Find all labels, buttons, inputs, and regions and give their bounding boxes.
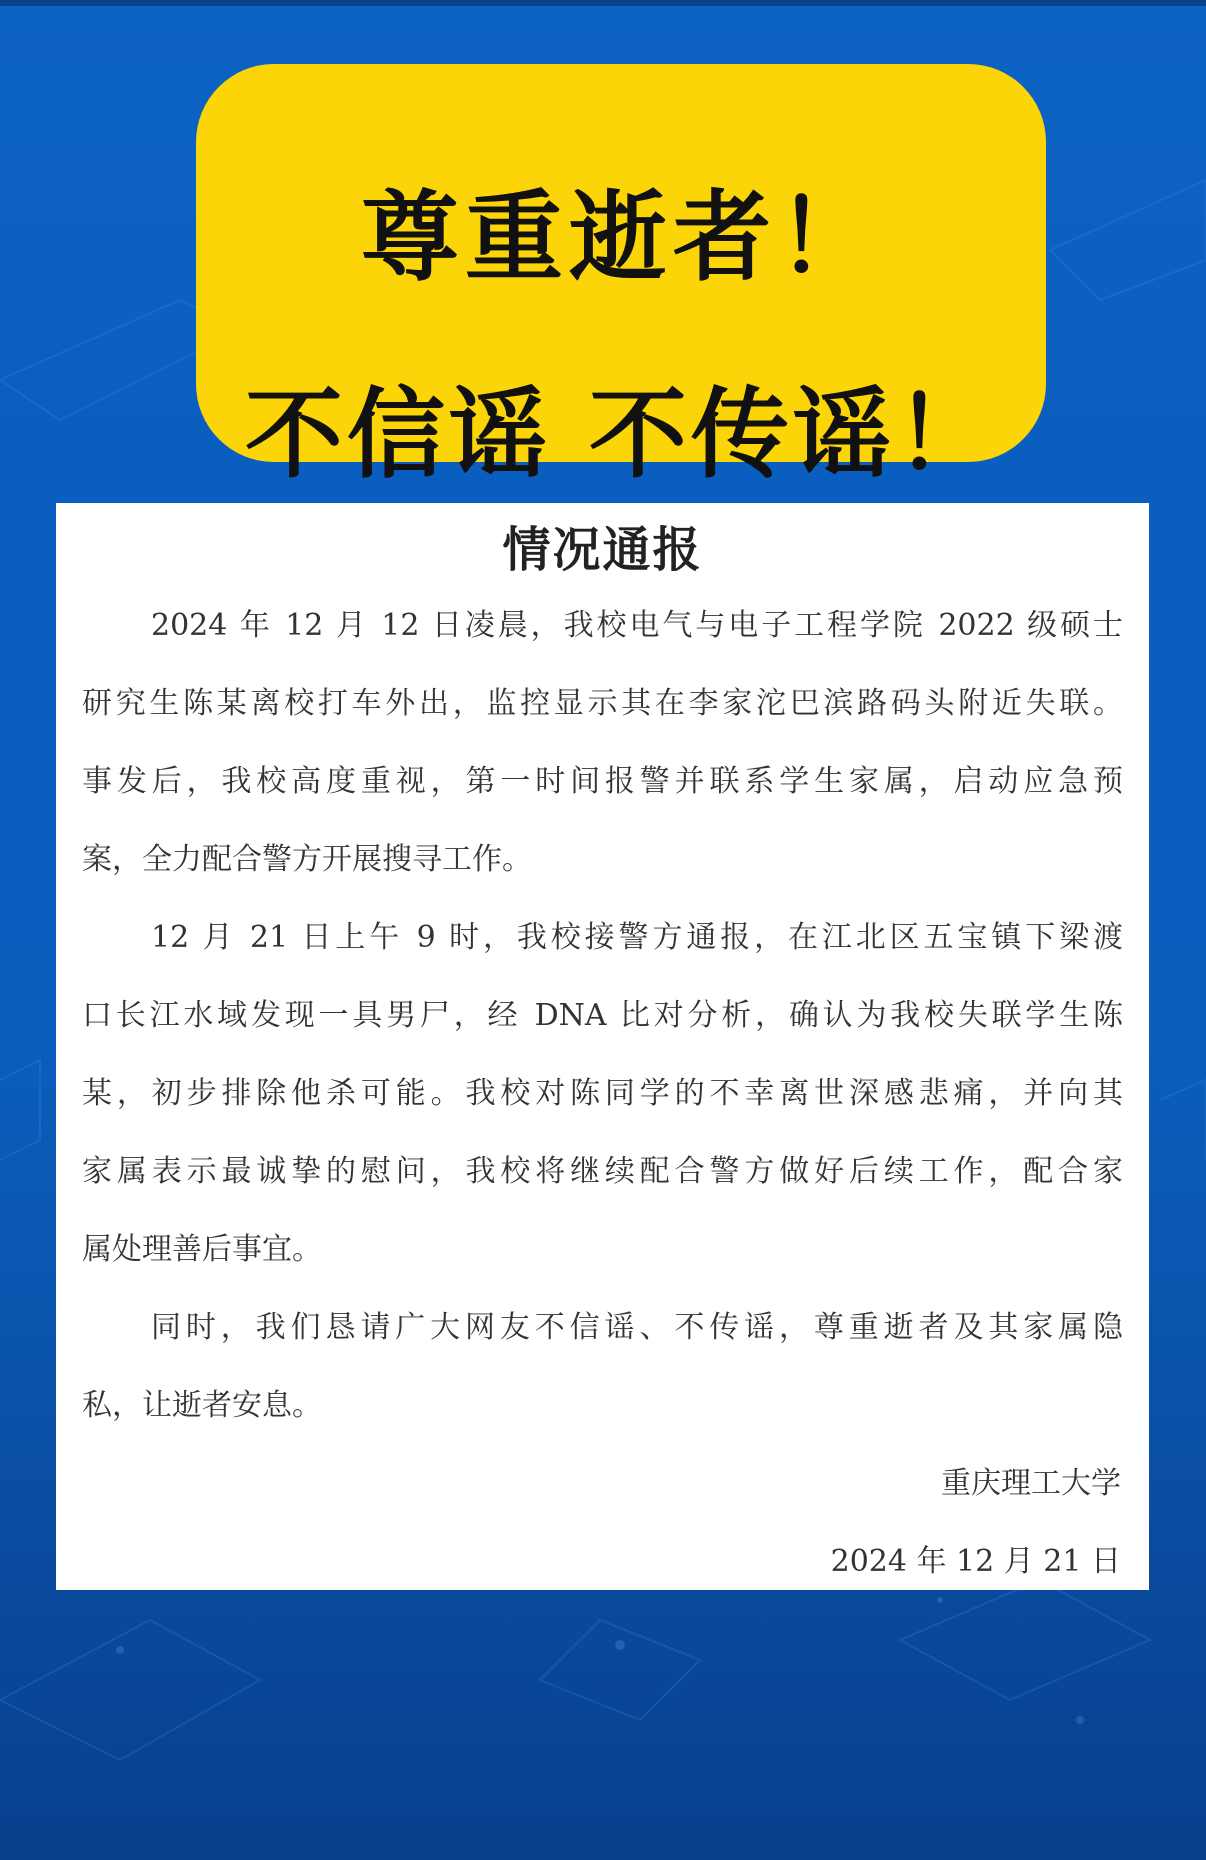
- banner-headline-no-rumors: 不信谣 不传谣！: [244, 378, 998, 492]
- notice-signature: 重庆理工大学: [941, 1466, 1121, 1501]
- notice-title: 情况通报: [502, 522, 703, 578]
- notice-text-line: 12 月 21 日上午 9 时，我校接警方通报，在江北区五宝镇下梁渡: [151, 920, 1123, 955]
- notice-text-line: 同时，我们恳请广大网友不信谣、不传谣，尊重逝者及其家属隐: [151, 1310, 1123, 1345]
- notice-text-line: 口长江水域发现一具男尸，经 DNA 比对分析，确认为我校失联学生陈: [82, 998, 1123, 1033]
- headline-banner: [196, 64, 1046, 492]
- notice-text-line: 研究生陈某离校打车外出，监控显示其在李家沱巴滨路码头附近失联。: [82, 686, 1123, 721]
- notice-text-line: 某，初步排除他杀可能。我校对陈同学的不幸离世深感悲痛，并向其: [82, 1076, 1123, 1111]
- notice-text-line: 属处理善后事宜。: [82, 1232, 322, 1267]
- notice-text-line: 家属表示最诚挚的慰问，我校将继续配合警方做好后续工作，配合家: [82, 1154, 1123, 1189]
- banner-headline-respect: 尊重逝者！: [360, 181, 881, 295]
- notice-text-line: 案，全力配合警方开展搜寻工作。: [82, 842, 532, 877]
- notice-text-line: 2024 年 12 月 12 日凌晨，我校电气与电子工程学院 2022 级硕士: [151, 608, 1123, 643]
- notice-text-line: 事发后，我校高度重视，第一时间报警并联系学生家属，启动应急预: [82, 764, 1123, 799]
- notice-date: 2024 年 12 月 21 日: [830, 1544, 1121, 1579]
- notice-text-line: 私，让逝者安息。: [82, 1388, 322, 1423]
- notice-document: [56, 503, 1149, 1590]
